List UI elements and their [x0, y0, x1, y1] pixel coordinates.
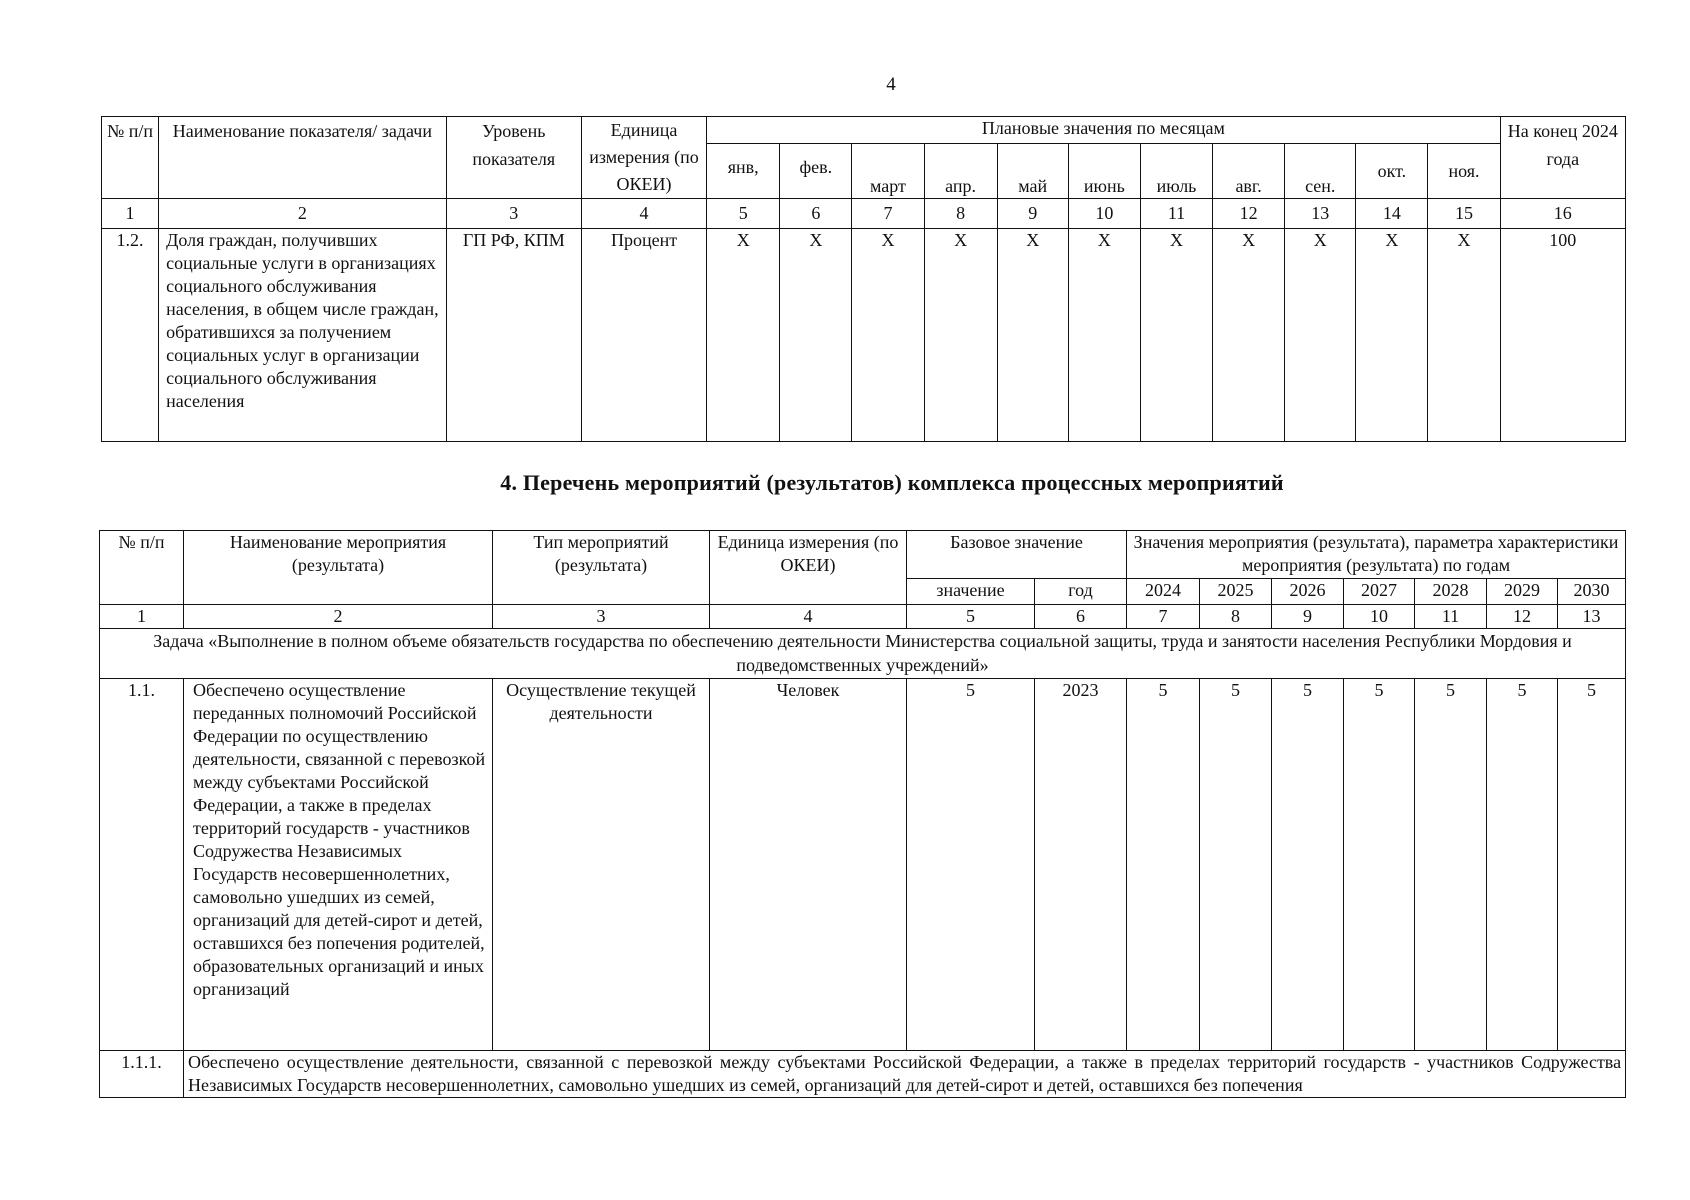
column-number: 1 [100, 605, 184, 629]
header-unit: Единица измерения (по ОКЕИ) [710, 531, 907, 605]
column-number: 10 [1344, 605, 1415, 629]
end-of-year-value: 100 [1500, 229, 1625, 442]
month-value: Х [1285, 229, 1356, 442]
header-year-2029: 2029 [1487, 579, 1558, 605]
header-month-7: июль [1140, 144, 1212, 199]
subrow-text-content: Обеспечено осуществление деятельности, связанной с перевозкой между субъектами Российской Федерации, а также в пределах территорий государств - участников Содружества Независимых Государств несовершеннолетних, самовольно ушедших из семей, организаций для детей-сирот и детей, оставшихся без попечения [188, 1052, 1622, 1095]
month-value: Х [997, 229, 1068, 442]
header-base-value-value: значение [907, 579, 1035, 605]
event-name: Обеспечено осуществление переданных полномочий Российской Федерации по осуществлению деятельности, связанной с перевозкой между субъектами Российской Федерации, а также в пределах территорий государств - участников Содружества Независимых Государств несовершеннолетних, самовольно ушедших из семей, организаций для детей-сирот и детей, оставшихся без попечения родителей, образовательных организаций и иных организаций [184, 679, 493, 1051]
yearly-value: 5 [1272, 679, 1344, 1051]
header-year-2024: 2024 [1127, 579, 1200, 605]
event-base-value: 5 [907, 679, 1035, 1051]
events-table [99, 530, 1626, 1098]
yearly-value: 5 [1558, 679, 1626, 1051]
column-number: 9 [997, 199, 1068, 229]
yearly-value: 5 [1415, 679, 1487, 1051]
header-year-2025: 2025 [1200, 579, 1272, 605]
column-number: 5 [707, 199, 780, 229]
header-month-1: янв, [707, 144, 780, 199]
column-number: 6 [1035, 605, 1127, 629]
column-number: 9 [1272, 605, 1344, 629]
header-month-3: март [852, 144, 924, 199]
header-month-4: апр. [924, 144, 997, 199]
column-number: 13 [1285, 199, 1356, 229]
header-month-6: июнь [1068, 144, 1140, 199]
indicator-level: ГП РФ, КПМ [446, 229, 581, 442]
indicators-table [101, 116, 1626, 442]
header-month-11: ноя. [1428, 144, 1500, 199]
header-yearly-values: Значения мероприятия (результата), параметра характеристики мероприятия (результата) по годам [1127, 531, 1626, 579]
column-number: 4 [710, 605, 907, 629]
header-num: № п/п [100, 531, 184, 605]
column-number: 8 [924, 199, 997, 229]
header-level: Уровень показателя [446, 117, 581, 199]
section-title: 4. Перечень мероприятий (результатов) комплекса процессных мероприятий [500, 470, 1284, 495]
month-value: Х [852, 229, 924, 442]
month-value: Х [924, 229, 997, 442]
header-month-5: май [997, 144, 1068, 199]
month-value: Х [1428, 229, 1500, 442]
header-year-2030: 2030 [1558, 579, 1626, 605]
column-number: 15 [1428, 199, 1500, 229]
header-end-of-year: На конец 2024 года [1500, 117, 1625, 199]
header-event-type: Тип мероприятий (результата) [493, 531, 710, 605]
header-month-2: фев. [780, 144, 852, 199]
column-number: 3 [493, 605, 710, 629]
column-number: 7 [1127, 605, 1200, 629]
header-base-value: Базовое значение [907, 531, 1127, 579]
column-number: 8 [1200, 605, 1272, 629]
yearly-value: 5 [1200, 679, 1272, 1051]
header-monthly-values: Плановые значения по месяцам [707, 117, 1500, 144]
task-row: Задача «Выполнение в полном объеме обязательств государства по обеспечению деятельности Министерства социальной защиты, труда и занятости населения Республики Мордовия и подведомственных учреждений» [100, 629, 1626, 679]
header-year-2028: 2028 [1415, 579, 1487, 605]
header-year-2026: 2026 [1272, 579, 1344, 605]
column-number: 11 [1415, 605, 1487, 629]
month-value: Х [1140, 229, 1212, 442]
page-number: 4 [886, 74, 896, 95]
column-number: 2 [159, 199, 447, 229]
column-number: 7 [852, 199, 924, 229]
header-event-name: Наименование мероприятия (результата) [184, 531, 493, 605]
column-number: 16 [1500, 199, 1625, 229]
column-number: 6 [780, 199, 852, 229]
event-base-year: 2023 [1035, 679, 1127, 1051]
header-num: № п/п [102, 117, 159, 199]
month-value: Х [1213, 229, 1285, 442]
header-year-2027: 2027 [1344, 579, 1415, 605]
indicator-name: Доля граждан, получивших социальные услуги в организациях социального обслуживания населения, в общем числе граждан, обратившихся за получением социальных услуг в организации социального обслуживания населения [159, 229, 447, 442]
subrow-text [184, 1051, 1626, 1098]
header-base-value-year: год [1035, 579, 1127, 605]
header-month-8: авг. [1213, 144, 1285, 199]
header-unit: Единица измерения (по ОКЕИ) [581, 117, 706, 199]
header-indicator-name: Наименование показателя/ задачи [159, 117, 447, 199]
column-number: 14 [1356, 199, 1428, 229]
subrow-num: 1.1.1. [100, 1051, 184, 1098]
column-number: 10 [1068, 199, 1140, 229]
month-value: Х [1068, 229, 1140, 442]
row-num: 1.1. [100, 679, 184, 1051]
column-number: 13 [1558, 605, 1626, 629]
indicator-unit: Процент [581, 229, 706, 442]
month-value: Х [1356, 229, 1428, 442]
column-number: 4 [581, 199, 706, 229]
column-number: 2 [184, 605, 493, 629]
header-month-10: окт. [1356, 144, 1428, 199]
column-number: 11 [1140, 199, 1212, 229]
column-number: 5 [907, 605, 1035, 629]
column-number: 1 [102, 199, 159, 229]
row-num: 1.2. [102, 229, 159, 442]
header-month-9: сен. [1285, 144, 1356, 199]
event-type: Осуществление текущей деятельности [493, 679, 710, 1051]
column-number: 12 [1487, 605, 1558, 629]
yearly-value: 5 [1344, 679, 1415, 1051]
column-number: 3 [446, 199, 581, 229]
column-number: 12 [1213, 199, 1285, 229]
yearly-value: 5 [1487, 679, 1558, 1051]
month-value: Х [780, 229, 852, 442]
yearly-value: 5 [1127, 679, 1200, 1051]
event-unit: Человек [710, 679, 907, 1051]
month-value: Х [707, 229, 780, 442]
